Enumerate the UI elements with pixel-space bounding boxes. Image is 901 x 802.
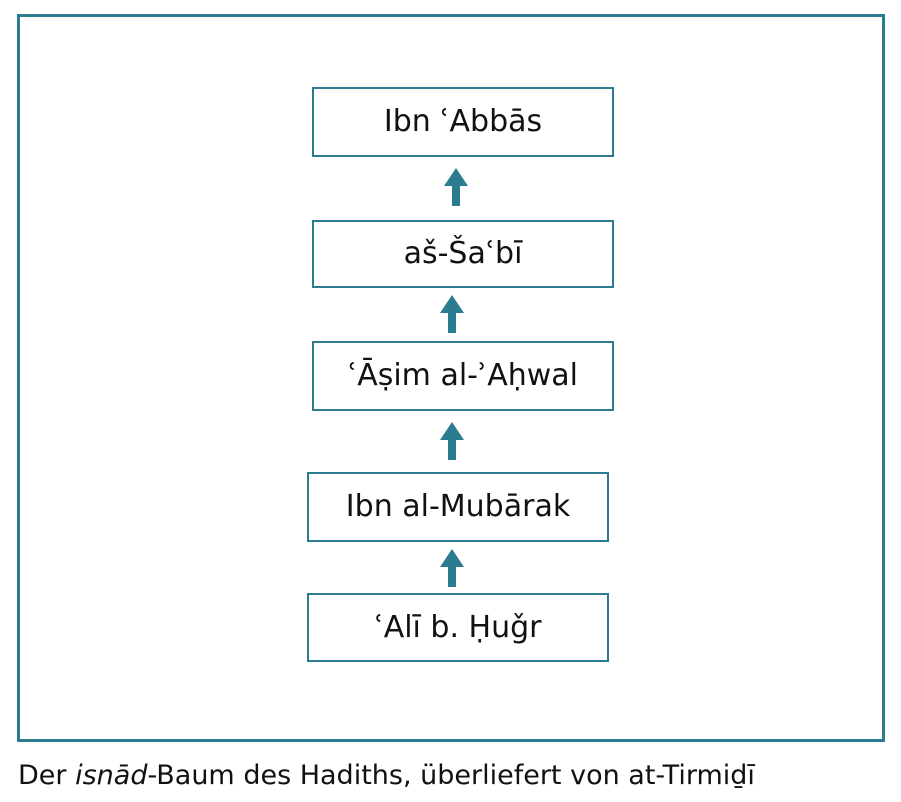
node-label: ʿAlī b. Ḥuǧr: [374, 609, 542, 645]
figure-caption: [18, 760, 755, 792]
node-label: ʿĀṣim al-ʾAḥwal: [347, 358, 578, 393]
node-ibn-al-mubarak: [307, 472, 609, 542]
node-ali-b-hugr: [307, 593, 609, 662]
node-ibn-abbas: [312, 87, 614, 157]
node-label: Ibn al-Mubārak: [345, 489, 571, 524]
node-ash-shabi: [312, 220, 614, 288]
arrow-up-icon: [444, 168, 468, 206]
arrow-up-icon: [440, 295, 464, 333]
node-asim-al-ahwal: [312, 341, 614, 411]
caption-suffix: -Baum des Hadiths, überliefert von at-Tirmiḏī: [147, 760, 755, 791]
caption-prefix: Der: [18, 760, 76, 791]
node-label: aš-Šaʿbī: [403, 236, 523, 271]
arrow-up-icon: [440, 549, 464, 587]
node-label: Ibn ʿAbbās: [383, 104, 543, 139]
caption-italic-term: isnād: [75, 760, 148, 791]
arrow-up-icon: [440, 422, 464, 460]
